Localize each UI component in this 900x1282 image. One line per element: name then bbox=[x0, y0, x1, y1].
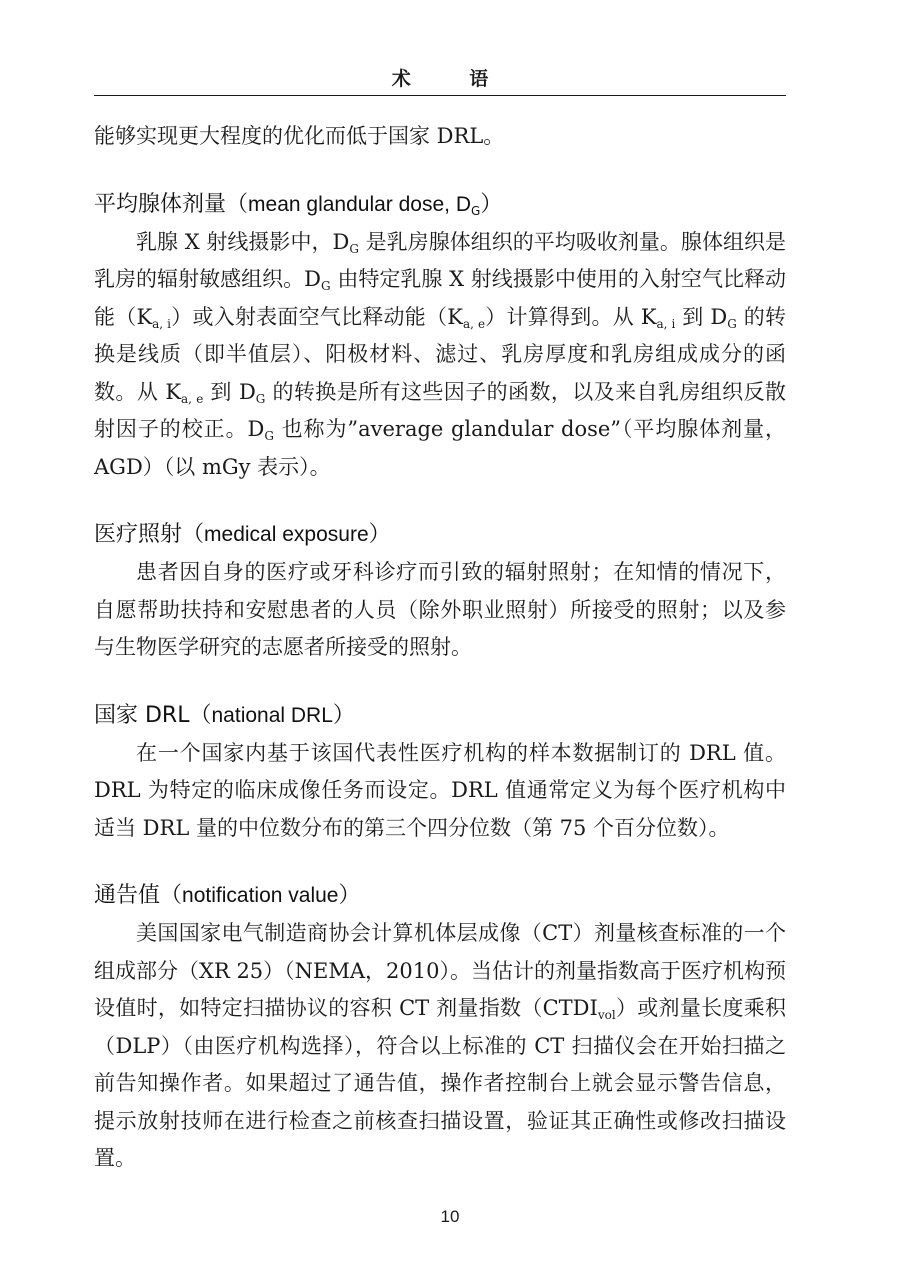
term-abbr-sub: G bbox=[471, 203, 481, 218]
page-content bbox=[94, 118, 786, 1178]
continuation-paragraph: 能够实现更大程度的优化而低于国家 DRL。 bbox=[94, 124, 505, 148]
term-zh: 医疗照射 bbox=[94, 522, 183, 547]
definition-medical-exposure: 患者因自身的医疗或牙科诊疗而引致的辐射照射；在知情的情况下，自愿帮助扶持和安慰患者的人员（除外职业照射）所接受的照射；以及参与生物医学研究的志愿者所接受的照射。 bbox=[94, 560, 786, 659]
term-en: mean glandular dose bbox=[248, 192, 445, 216]
term-zh: 平均腺体剂量 bbox=[94, 191, 227, 217]
term-heading-national-drl: 国家 DRL（national DRL） bbox=[94, 702, 355, 728]
term-heading-notification-value: 通告值（notification value） bbox=[94, 883, 361, 908]
term-zh: 国家 DRL bbox=[94, 702, 190, 728]
running-head: 术 语 bbox=[391, 68, 515, 90]
term-en: national DRL bbox=[211, 703, 333, 727]
term-heading-mean-glandular-dose: 平均腺体剂量（mean glandular dose, $D_G$） bbox=[94, 191, 503, 218]
header-rule bbox=[94, 95, 786, 96]
page-number: 10 bbox=[440, 1207, 460, 1226]
definition-notification-value: 美国国家电气制造商协会计算机体层成像（CT）剂量核查标准的一个组成部分（XR 25）（NEMA，2010）。当估计的剂量指数高于医疗机构预设值时，如特定扫描协议的容积 CT 剂量指数$(CTDI_{vol})$或剂量长度乘积（DLP）（由医疗机构选择），符合以上标准的 CT 扫描仪会在开始扫描之前告知操作者。如果超过了通告值，操作者控制台上就会显示警告信息，提示放射技师在进行检查之前核查扫描设置，验证其正确性或修改扫描设置。 bbox=[94, 921, 787, 1170]
term-zh: 通告值 bbox=[94, 883, 161, 908]
term-en: medical exposure bbox=[204, 523, 369, 546]
definition-mean-glandular-dose: 乳腺 X 射线摄影中，$D_G$ 是乳房腺体组织的平均吸收剂量。腺体组织是乳房的辐射敏感组织。$D_G$ 由特定乳腺 X 射线摄影中使用的入射空气比释动能$(K_{a, i})$或入射表面空气比释动能$(K_{a, e})$计算得到。从 $K_{a, i}$ 到 $D_G$ 的转换是线质（即半值层）、阳极材料、滤过、乳房厚度和乳房组成成分的函数。从 $K_{a, e}$ 到 $D_G$ 的转换是所有这些因子的函数，以及来自乳房组织反散射因子的校正。$D_G$ 也称为”average glandular dose”（平均腺体剂量，AGD）（以 mGy 表示）。 bbox=[94, 229, 787, 479]
definition-national-drl: 在一个国家内基于该国代表性医疗机构的样本数据制订的 DRL 值。DRL 为特定的临床成像任务而设定。DRL 值通常定义为每个医疗机构中适当 DRL 量的中位数分布的第三个四分位数（第 75 个百分位数）。 bbox=[94, 740, 786, 840]
term-abbr: D bbox=[455, 192, 472, 216]
term-en: notification value bbox=[182, 884, 339, 907]
term-heading-medical-exposure: 医疗照射（medical exposure） bbox=[94, 522, 391, 547]
